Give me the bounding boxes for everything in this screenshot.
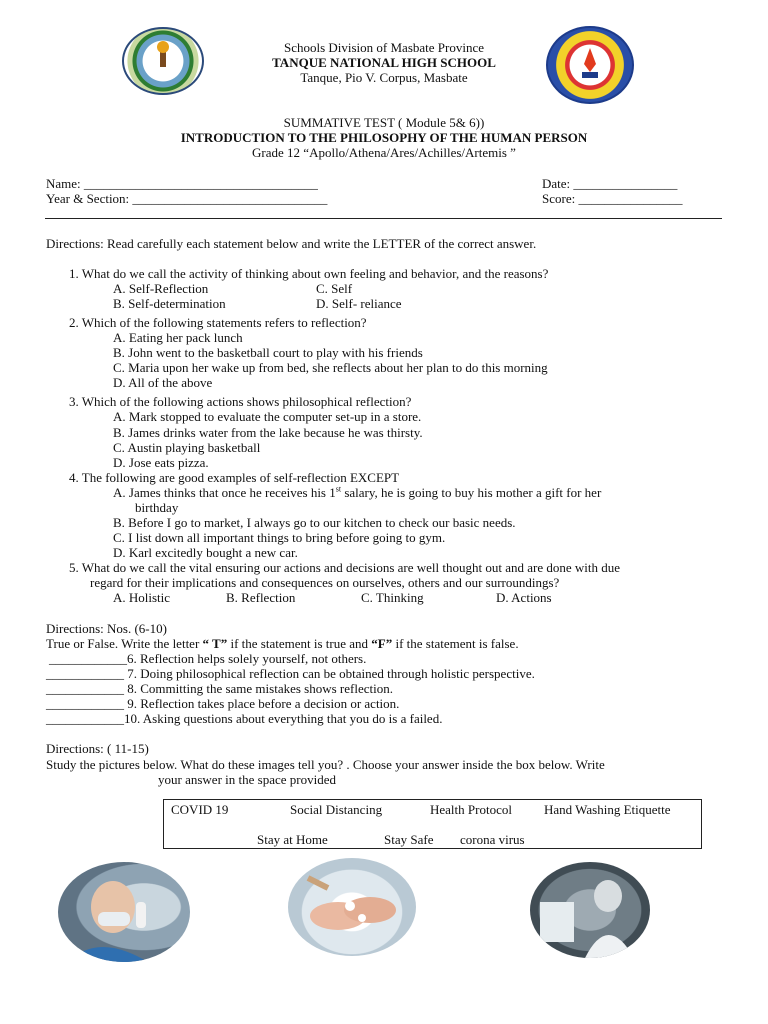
q5-option-d: D. Actions (496, 590, 552, 605)
part2-instr-text-3: if the statement is false. (392, 636, 519, 651)
date-field[interactable]: Date: ________________ (542, 176, 678, 191)
question-5: 5. What do we call the vital ensuring our actions and decisions are well thought out and are done with due (69, 560, 621, 575)
part3-instructions-cont: your answer in the space provided (158, 772, 336, 787)
question-2: 2. Which of the following statements refers to reflection? (69, 315, 367, 330)
q4-option-a-text: A. James thinks that once he receives his 1 (113, 485, 336, 500)
part2-instr-true: “ T” (202, 636, 228, 651)
choice-health-protocol: Health Protocol (430, 802, 512, 817)
q5-option-c: C. Thinking (361, 590, 424, 605)
q4-option-c: C. I list down all important things to bring before going to gym. (113, 530, 446, 545)
subject-title: INTRODUCTION TO THE PHILOSOPHY OF THE HUMAN PERSON (180, 130, 588, 145)
choice-social-distancing: Social Distancing (290, 802, 383, 817)
tf-item-10: ____________10. Asking questions about everything that you do is a failed. (46, 711, 443, 726)
part2-instr-text-2: if the statement is true and (227, 636, 372, 651)
part2-instr-false: “F” (371, 636, 393, 651)
q4-option-d: D. Karl excitedly bought a new car. (113, 545, 298, 560)
part1-directions: Directions: Read carefully each statement below and write the LETTER of the correct answer. (46, 236, 537, 251)
q3-option-a: A. Mark stopped to evaluate the computer set-up in a store. (113, 409, 422, 424)
tf-item-8: ____________ 8. Committing the same mistakes shows reflection. (46, 681, 393, 696)
question-4: 4. The following are good examples of self-reflection EXCEPT (69, 470, 400, 485)
choice-stay-safe: Stay Safe (384, 832, 434, 847)
q4-option-b: B. Before I go to market, I always go to our kitchen to check our basic needs. (113, 515, 516, 530)
test-title: SUMMATIVE TEST ( Module 5& 6)) (283, 115, 485, 130)
part2-instr-text-1: True or False. Write the letter (46, 636, 203, 651)
picture-1-figure (58, 862, 190, 962)
grade-sections: Grade 12 “Apollo/Athena/Ares/Achilles/Artemis ” (252, 145, 516, 160)
school-address: Tanque, Pio V. Corpus, Masbate (300, 70, 468, 85)
q3-option-b: B. James drinks water from the lake because he was thirsty. (113, 425, 423, 440)
part2-directions: Directions: Nos. (6-10) (46, 621, 167, 636)
q2-option-a: A. Eating her pack lunch (113, 330, 243, 345)
school-name: TANQUE NATIONAL HIGH SCHOOL (272, 55, 496, 70)
q2-option-d: D. All of the above (113, 375, 213, 390)
q5-option-a: A. Holistic (113, 590, 171, 605)
tf-item-9: ____________ 9. Reflection takes place before a decision or action. (46, 696, 400, 711)
q1-option-b: B. Self-determination (113, 296, 226, 311)
q3-option-d: D. Jose eats pizza. (113, 455, 209, 470)
part2-instructions (46, 636, 519, 651)
choice-covid-19: COVID 19 (171, 802, 229, 817)
question-5-cont: regard for their implications and consequences on ourselves, others and our surroundings? (90, 575, 560, 590)
part3-instructions: Study the pictures below. What do these images tell you? . Choose your answer inside the box below. Write (46, 757, 605, 772)
choice-hand-washing-etiquette: Hand Washing Etiquette (544, 802, 671, 817)
q4-option-a-wrap: birthday (135, 500, 179, 515)
q3-option-c: C. Austin playing basketball (113, 440, 261, 455)
choice-stay-at-home: Stay at Home (257, 832, 328, 847)
q2-option-c: C. Maria upon her wake up from bed, she reflects about her plan to do this morning (113, 360, 548, 375)
tf-item-7: ____________ 7. Doing philosophical reflection can be obtained through holistic perspective. (46, 666, 535, 681)
part3-directions: Directions: ( 11-15) (46, 741, 149, 756)
year-section-field[interactable]: Year & Section: ______________________________ (46, 191, 328, 206)
question-3: 3. Which of the following actions shows philosophical reflection? (69, 394, 412, 409)
tf-item-6: ____________6. Reflection helps solely yourself, not others. (49, 651, 367, 666)
name-field[interactable]: Name: ____________________________________ (46, 176, 318, 191)
q2-option-b: B. John went to the basketball court to play with his friends (113, 345, 423, 360)
picture-1-masked-person (58, 862, 190, 962)
question-1: 1. What do we call the activity of thinking about own feeling and behavior, and the reasons? (69, 266, 549, 281)
header-divider (45, 218, 722, 219)
picture-3-figure (530, 862, 650, 958)
division-name: Schools Division of Masbate Province (283, 40, 485, 55)
q1-option-c: C. Self (316, 281, 353, 296)
q4-option-a-text-cont: salary, he is going to buy his mother a gift for her (341, 485, 602, 500)
q5-option-b: B. Reflection (226, 590, 296, 605)
q4-option-a (113, 485, 601, 500)
q1-option-a: A. Self-Reflection (113, 281, 209, 296)
choice-corona-virus: corona virus (460, 832, 525, 847)
picture-2-hands (288, 858, 416, 956)
q1-option-d: D. Self- reliance (316, 296, 402, 311)
score-field[interactable]: Score: ________________ (542, 191, 683, 206)
picture-3-lab-worker (530, 862, 650, 958)
picture-2-hand-washing (288, 858, 416, 956)
q4-option-a-superscript: st (335, 484, 342, 494)
